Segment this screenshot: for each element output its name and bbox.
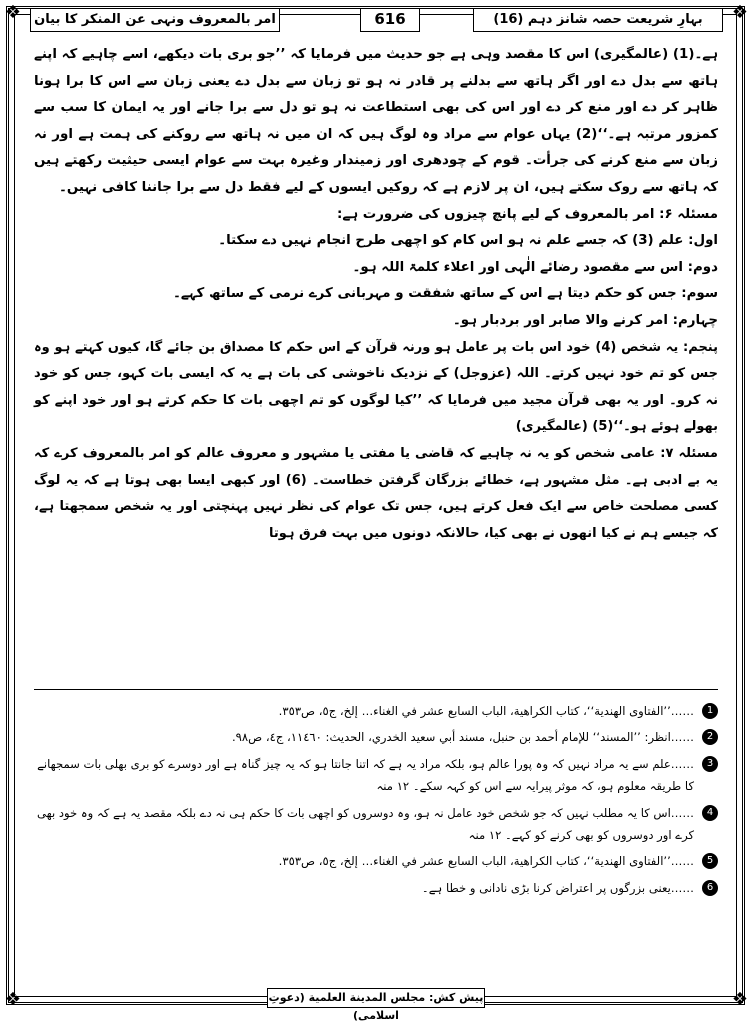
footnote-text: ……’’الفتاوی الهندية‘‘، كتاب الكراهية، الباب السابع عشر في الغناء… إلخ، ج٥، ص٣٥٣. [278, 854, 694, 869]
corner-ornament-icon: ❖ [731, 989, 749, 1010]
paragraph: مسئلہ ۷: عامی شخص کو یہ نہ چاہیے کہ قاضی یا مفتی یا مشہور و معروف عالم کو امر بالمعروف کرے کہ یہ بے ادبی ہے۔ مثل مشہور ہے، خطائے بزرگان گرفتن خطاست۔ (6) اور کبھی ایسا بھی ہوتا ہے کہ یہ لوگ کسی مصلحت خاص سے ایک فعل کرتے ہیں، جس تک عوام کی نظر نہیں پہنچتی اور یہ شخص سمجھتا ہے، کہ جیسے ہم نے کیا انھوں نے بھی کیا، حالانکہ دونوں میں بہت فرق ہوتا [34, 445, 718, 541]
list-item: پنجم: یہ شخص (4) خود اس بات پر عامل ہو ورنہ قرآن کے اس حکم کا مصداق بن جائے گا، کیوں کہتے ہو وہ جس کو تم خود نہیں کرتے۔ اللہ (عزوجل) کے نزدیک ناخوشی کی بات ہے یہ کہ ایسی بات کہو، جس کو خود نہ کرو۔ اور یہ بھی قرآن مجید میں فرمایا کہ ’’کیا لوگوں کو تم اچھی بات کا حکم کرتے ہو اور خود اپنے کو بھولے ہوئے ہو۔‘‘(5) (عالمگیری) [34, 339, 718, 435]
footer-label: پیش کش: [428, 991, 484, 1004]
corner-ornament-icon: ❖ [4, 989, 22, 1010]
list-item: چہارم: امر کرنے والا صابر اور بردبار ہو۔ [452, 312, 718, 328]
footnote-number-icon: 5 [702, 853, 718, 869]
footnote-number-icon: 6 [702, 880, 718, 896]
corner-ornament-icon: ❖ [731, 2, 749, 23]
footnote-number-icon: 3 [702, 756, 718, 772]
footnote [34, 802, 718, 847]
footnote [34, 726, 718, 748]
footnote-text: ……انظر: ’’المسند‘‘ للإمام أحمد بن حنبل، مسند أبي سعيد الخدري، الحديث: ١١٤٦٠، ج٤، ص٩٨. [231, 730, 694, 745]
footnote-text: ……یعنی بزرگوں پر اعتراض کرنا بڑی نادانی و خطا ہے۔ [421, 880, 694, 895]
masala-heading: مسئلہ ۶: امر بالمعروف کے لیے پانچ چیزوں کی ضرورت ہے: [337, 206, 718, 222]
footer-sub: (دعوتِ اسلامی) [268, 991, 399, 1022]
footnote-text: ……’’الفتاوی الهندية‘‘، كتاب الكراهية، الباب السابع عشر في الغناء… إلخ، ج٥، ص٣٥٣. [278, 704, 694, 718]
footnote-number-icon: 1 [702, 703, 718, 719]
corner-ornament-icon: ❖ [4, 2, 22, 23]
footnotes [34, 700, 718, 903]
footnote [34, 753, 718, 798]
list-item: سوم: جس کو حکم دیتا ہے اس کے ساتھ شفقت و مہربانی کرے نرمی کے ساتھ کہے۔ [173, 286, 718, 302]
footnote-divider [34, 689, 718, 690]
list-item: دوم: اس سے مقصود رضائے الٰہی اور اعلاء کلمۃ اللہ ہو۔ [352, 259, 718, 275]
series-title: بہارِ شریعت حصہ شانز دہم (16) [473, 8, 723, 32]
list-item: اول: علم (3) کہ جسے علم نہ ہو اس کام کو اچھی طرح انجام نہیں دے سکتا۔ [218, 233, 718, 249]
page-footer [267, 988, 485, 1022]
footnote-number-icon: 2 [702, 729, 718, 745]
footer-publisher: مجلس المدينة العلمية [308, 991, 426, 1004]
footnote [34, 700, 718, 722]
page-header [30, 8, 723, 34]
main-text [34, 42, 718, 547]
footnote-text: ……اس کا یہ مطلب نہیں کہ جو شخص خود عامل نہ ہو، وہ دوسروں کو اچھی بات کا حکم ہی نہ دے بلکہ مقصد یہ ہے کہ وہ خود بھی کرے اور دوسروں کو بھی کرنے کو کہے۔ ۱۲ منہ [36, 805, 694, 843]
footnote [34, 850, 718, 872]
chapter-title: امر بالمعروف ونہی عن المنکر کا بیان [30, 8, 280, 32]
footnote-text: ……علم سے یہ مراد نہیں کہ وہ پورا عالم ہو، بلکہ مراد یہ ہے کہ اتنا جانتا ہو کہ یہ چیز گناہ ہے اور دوسرے کو بری بھلی بات سمجھانے کا طریقہ معلوم ہو، کہ موثر پیرایہ سے اس کو کہہ سکے۔ ۱۲ منہ [37, 756, 694, 794]
footnote [34, 877, 718, 899]
footnote-number-icon: 4 [702, 805, 718, 821]
page-number: 616 [360, 8, 420, 32]
paragraph: ہے۔(1) (عالمگیری) اس کا مقصد وہی ہے جو حدیث میں فرمایا کہ ’’جو بری بات دیکھے، اسے چاہیے کہ اپنے ہاتھ سے بدل دے اور اگر ہاتھ سے بدلنے پر قادر نہ ہو تو زبان سے بدل دے یعنی زبان سے اس کا برا ہونا ظاہر کر دے اور منع کر دے اور اس کی بھی استطاعت نہ ہو تو دل سے برا جانے اور یہ ایمان کا سب سے کمزور مرتبہ ہے۔‘‘(2) یہاں عوام سے مراد وہ لوگ ہیں کہ ان میں نہ ہاتھ سے روکنے کی ہمت ہے اور نہ زبان سے منع کرنے کی جرأت۔ قوم کے چودھری اور زمیندار وغیرہ بہت سے عوام ایسی حیثیت رکھتے ہیں کہ ہاتھ سے روک سکتے ہیں، ان پر لازم ہے کہ روکیں ایسوں کے لیے فقط دل سے برا جاننا کافی نہیں۔ [34, 47, 719, 195]
